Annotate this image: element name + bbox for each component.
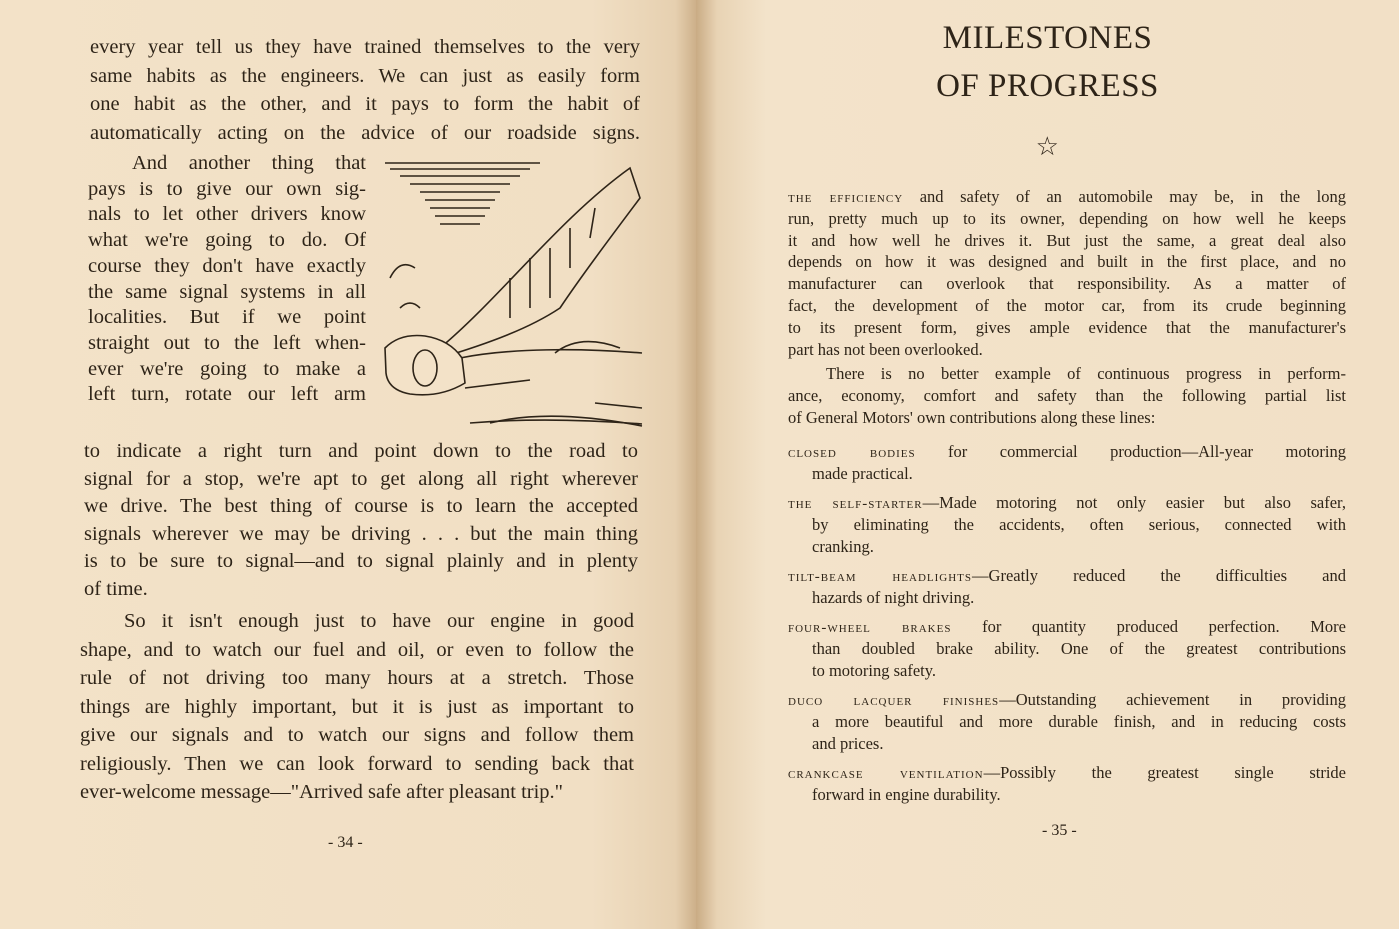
line-text: pays is to give our own sig- bbox=[88, 177, 366, 200]
text-line bbox=[788, 296, 1346, 316]
text-line bbox=[90, 36, 640, 59]
text-line bbox=[88, 306, 366, 329]
text-line bbox=[788, 252, 1346, 272]
page-number: - 35 - bbox=[1042, 822, 1077, 839]
text-line bbox=[88, 358, 366, 381]
text-line bbox=[788, 340, 1346, 360]
text-line bbox=[812, 588, 1346, 608]
line-text: by eliminating the accidents, often serious, connected with bbox=[812, 515, 1346, 534]
car-signal-illustration bbox=[380, 158, 645, 433]
text-line bbox=[788, 617, 1346, 637]
line-text: straight out to the left when- bbox=[88, 331, 366, 354]
line-text: to indicate a right turn and point down to the road to bbox=[84, 440, 638, 462]
small-caps-lead: four-wheel brakes bbox=[788, 620, 952, 636]
text-line bbox=[80, 724, 634, 747]
line-text: ance, economy, comfort and safety than the following partial list bbox=[788, 385, 1346, 405]
text-line bbox=[788, 231, 1346, 251]
text-line bbox=[88, 178, 366, 201]
page-title-line2: OF PROGRESS bbox=[936, 68, 1159, 104]
line-text: nals to let other drivers know bbox=[88, 203, 366, 226]
text-line bbox=[80, 667, 634, 690]
line-text: hazards of night driving. bbox=[812, 588, 975, 607]
small-caps-lead: duco lacquer finishes bbox=[788, 693, 1000, 709]
line-text: for commercial production—All-year motoring bbox=[915, 442, 1346, 461]
line-text: fact, the development of the motor car, from its crude beginning bbox=[788, 296, 1346, 315]
line-text: give our signals and to watch our signs and follow them bbox=[80, 724, 634, 746]
text-line bbox=[812, 639, 1346, 659]
small-caps-lead: closed bodies bbox=[788, 445, 916, 461]
text-line bbox=[88, 203, 366, 226]
text-line bbox=[812, 464, 1346, 484]
line-text: of time. bbox=[84, 577, 148, 600]
line-text: run, pretty much up to its owner, depending on how well he keeps bbox=[788, 208, 1346, 228]
line-text: shape, and to watch our fuel and oil, or even to follow the bbox=[80, 638, 634, 661]
line-text: and prices. bbox=[812, 734, 884, 753]
right-page bbox=[696, 0, 1399, 929]
text-line bbox=[812, 537, 1346, 557]
line-text: part has not been overlooked. bbox=[788, 339, 983, 359]
text-line bbox=[80, 753, 634, 776]
text-line bbox=[788, 690, 1346, 710]
text-line bbox=[812, 712, 1346, 732]
line-text: we drive. The best thing of course is to learn the accepted bbox=[84, 495, 638, 517]
line-text: of General Motors' own contributions along these lines: bbox=[788, 407, 1156, 427]
text-line bbox=[90, 122, 640, 145]
line-text: forward in engine durability. bbox=[812, 785, 1001, 804]
line-text: automatically acting on the advice of our roadside signs. bbox=[90, 121, 640, 144]
line-text: cranking. bbox=[812, 537, 874, 556]
line-text: —Greatly reduced the difficulties and bbox=[972, 566, 1346, 585]
small-caps-lead: crankcase ventilation bbox=[788, 766, 984, 782]
line-text: —Outstanding achievement in providing bbox=[999, 690, 1347, 709]
line-text: one habit as the other, and it pays to form the habit of bbox=[90, 93, 640, 115]
text-line bbox=[80, 696, 634, 719]
line-text: ever we're going to make a bbox=[88, 357, 366, 380]
line-text: is to be sure to signal—and to signal plainly and in plenty bbox=[84, 550, 638, 572]
text-line bbox=[788, 566, 1346, 586]
left-page bbox=[0, 0, 696, 929]
text-line bbox=[84, 550, 638, 573]
line-text: rule of not driving too many hours at a stretch. Those bbox=[80, 667, 634, 689]
line-text: things are highly important, but it is just as important to bbox=[80, 695, 634, 718]
line-text: signals wherever we may be driving . . . but the main thing bbox=[84, 522, 638, 545]
text-line bbox=[788, 386, 1346, 406]
text-line bbox=[84, 468, 638, 491]
text-line bbox=[788, 442, 1346, 462]
line-text: manufacturer can overlook that responsibility. As a matter of bbox=[788, 274, 1346, 294]
text-line bbox=[788, 209, 1346, 229]
line-text: —Made motoring not only easier but also safer, bbox=[922, 493, 1347, 512]
text-line bbox=[788, 408, 1346, 428]
text-line bbox=[80, 781, 634, 804]
text-line bbox=[812, 661, 1346, 681]
text-line bbox=[88, 255, 366, 278]
text-line bbox=[84, 495, 638, 518]
line-text: course they don't have exactly bbox=[88, 254, 366, 277]
line-text: —Possibly the greatest single stride bbox=[983, 763, 1346, 782]
line-text: to its present form, gives ample evidence that the manufacturer's bbox=[788, 317, 1346, 337]
small-caps-lead: the efficiency bbox=[788, 190, 904, 206]
text-line bbox=[84, 578, 638, 601]
line-text: same habits as the engineers. We can just as easily form bbox=[90, 64, 640, 87]
line-text: to motoring safety. bbox=[812, 661, 937, 680]
line-text: religiously. Then we can look forward to sending back that bbox=[80, 752, 634, 775]
text-line bbox=[812, 734, 1346, 754]
text-line bbox=[90, 93, 640, 116]
train bbox=[440, 168, 640, 358]
text-line bbox=[788, 318, 1346, 338]
text-line bbox=[812, 515, 1346, 535]
text-line bbox=[788, 274, 1346, 294]
speed-lines bbox=[385, 163, 540, 224]
line-text: localities. But if we point bbox=[88, 306, 366, 329]
small-caps-lead: the self-starter bbox=[788, 496, 923, 512]
page-title-line1: MILESTONES bbox=[942, 20, 1153, 56]
text-line bbox=[788, 187, 1346, 207]
text-line bbox=[826, 364, 1346, 384]
line-text: what we're going to do. Of bbox=[88, 229, 366, 252]
line-text: There is no better example of continuous progress in perform- bbox=[826, 364, 1346, 383]
line-text: a more beautiful and more durable finish, and in reducing costs bbox=[812, 712, 1346, 731]
line-text: it and how well he drives it. But just the same, a great deal also bbox=[788, 230, 1346, 250]
line-text: ever-welcome message—"Arrived safe after pleasant trip." bbox=[80, 781, 564, 803]
line-text: made practical. bbox=[812, 464, 913, 483]
page-number: - 34 - bbox=[328, 834, 363, 851]
text-line bbox=[788, 493, 1346, 513]
text-line bbox=[88, 332, 366, 355]
road bbox=[460, 350, 642, 424]
line-text: every year tell us they have trained themselves to the very bbox=[90, 36, 640, 58]
text-line bbox=[788, 763, 1346, 783]
line-text: So it isn't enough just to have our engine in good bbox=[124, 610, 634, 632]
text-line bbox=[88, 229, 366, 252]
text-line bbox=[90, 65, 640, 88]
line-text: than doubled brake ability. One of the greatest contributions bbox=[812, 639, 1346, 658]
line-text: and safety of an automobile may be, in the long bbox=[903, 187, 1346, 206]
text-line bbox=[88, 383, 366, 406]
text-line bbox=[812, 785, 1346, 805]
line-text: for quantity produced perfection. More bbox=[951, 617, 1346, 636]
text-line bbox=[80, 639, 634, 662]
text-line bbox=[88, 281, 366, 304]
line-text: the same signal systems in all bbox=[88, 280, 366, 303]
text-line bbox=[132, 152, 366, 175]
line-text: left turn, rotate our left arm bbox=[88, 383, 366, 406]
line-text: signal for a stop, we're apt to get along all right wherever bbox=[84, 467, 638, 490]
text-line bbox=[124, 610, 634, 633]
line-text: And another thing that bbox=[132, 152, 366, 174]
text-line bbox=[84, 440, 638, 463]
star-ornament-icon: ☆ bbox=[1035, 132, 1060, 161]
line-text: depends on how it was designed and built in the first place, and no bbox=[788, 252, 1346, 272]
small-caps-lead: tilt-beam headlights bbox=[788, 569, 973, 585]
text-line bbox=[84, 523, 638, 546]
